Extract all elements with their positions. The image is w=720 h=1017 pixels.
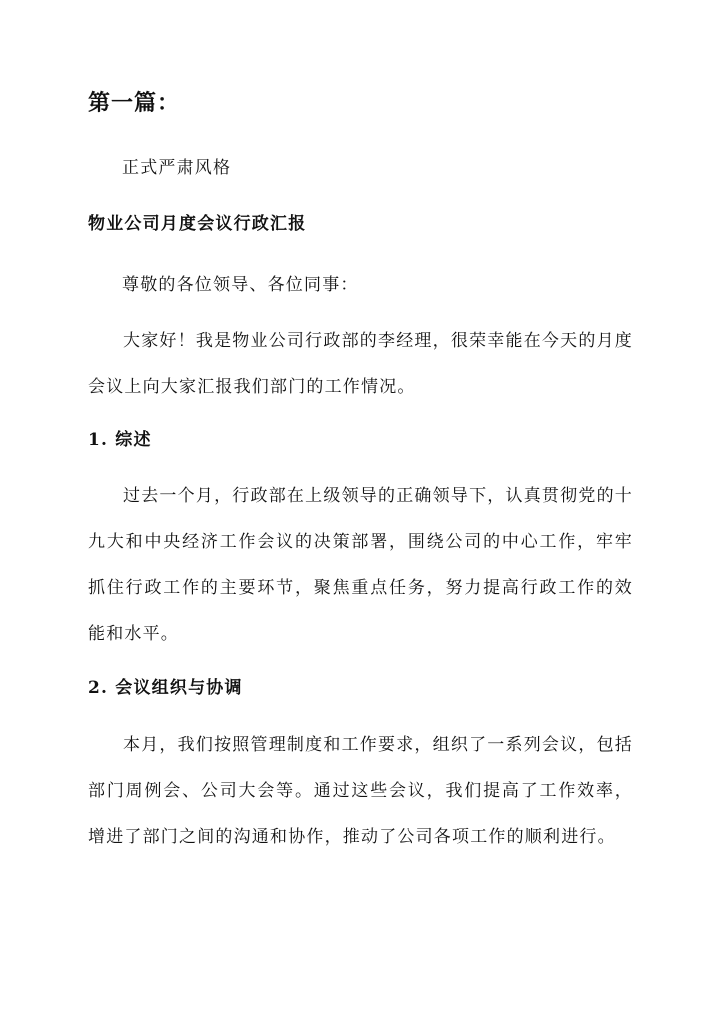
section-1-heading: 1. 综述 — [88, 430, 152, 450]
report-title: 物业公司月度会议行政汇报 — [88, 214, 307, 234]
section-2-body: 本月，我们按照管理制度和工作要求，组织了一系列会议，包括部门周例会、公司大会等。通过这些会议，我们提高了工作效率，增进了部门之间的沟通和协作，推动了公司各项工作的顺利进行。 — [88, 735, 633, 847]
intro-paragraph: 大家好！我是物业公司行政部的李经理，很荣幸能在今天的月度会议上向大家汇报我们部门的工作情况。 — [88, 331, 633, 397]
salutation: 尊敬的各位领导、各位同事： — [122, 275, 359, 295]
style-label: 正式严肃风格 — [122, 158, 232, 178]
section-2-heading: 2. 会议组织与协调 — [88, 678, 243, 698]
section-1-body: 过去一个月，行政部在上级领导的正确领导下，认真贯彻党的十九大和中央经济工作会议的决策部署，围绕公司的中心工作，牢牢抓住行政工作的主要环节，聚焦重点任务，努力提高行政工作的效能和水平。 — [88, 486, 633, 644]
part-title: 第一篇： — [88, 90, 181, 116]
